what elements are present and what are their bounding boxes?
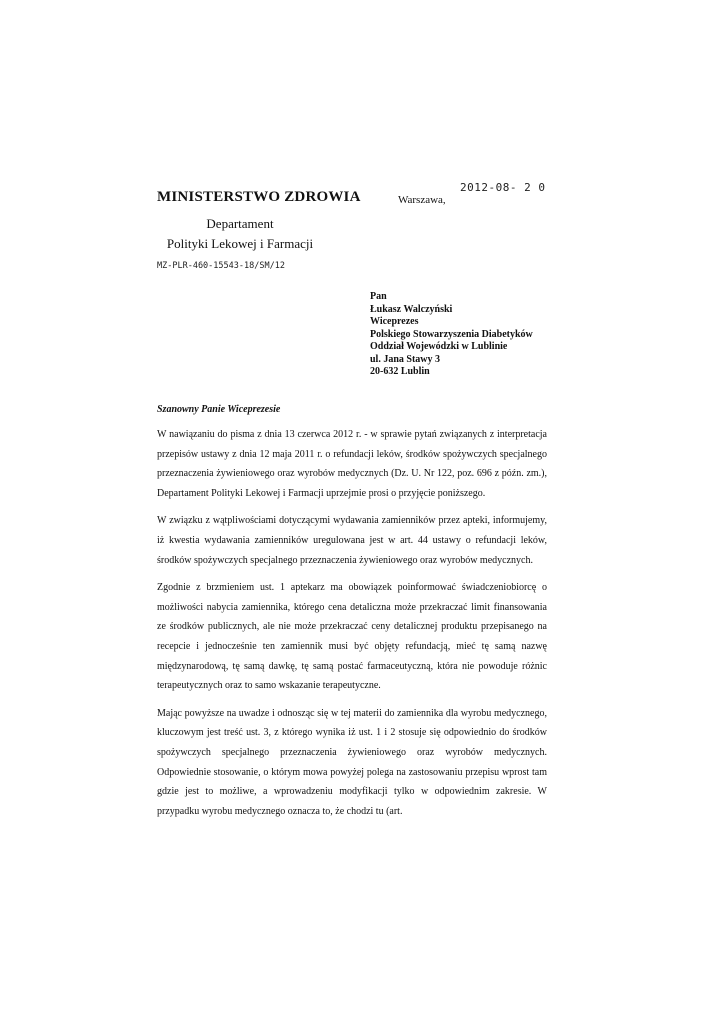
recipient-address [370,291,533,379]
recipient-line: Wiceprezes [370,316,419,327]
recipient-line: ul. Jana Stawy 3 [370,353,441,365]
recipient-line: 20-632 Lublin [370,366,430,377]
body-paragraph: Zgodnie z brzmieniem ust. 1 aptekarz ma obowiązek poinformować świadczeniobiorcę o możliwości nabycia zamiennika, którego cena detaliczna może przekraczać limit finansowania ze środków publicznych, ale nie może przekraczać ceny detalicznej produktu przepisanego na recepcie i jednocześnie ten zamiennik musi być objęty refundacją, mieć tę samą nazwę międzynarodową, tę samą dawkę, tę samą postać farmaceutyczną, która nie powoduje różnic terapeutycznych oraz to samo wskazanie terapeutyczne. [157,582,547,692]
department-block [140,214,340,254]
recipient-line: Oddział Wojewódzki w Lublinie [370,341,508,352]
letter-body [157,425,547,829]
body-paragraph: W nawiązaniu do pisma z dnia 13 czerwca 2012 r. - w sprawie pytań związanych z interpretacja przepisów ustawy z dnia 12 maja 2011 r. o refundacji leków, środków spożywczych specjalnego przeznaczenia żywieniowego oraz wyrobów medycznych (Dz. U. Nr 122, poz. 696 z późn. zm.), Departament Polityki Lekowej i Farmacji uprzejmie prosi o przyjęcie poniższego. [157,429,547,499]
recipient-line: Polskiego Stowarzyszenia Diabetyków [370,328,533,340]
ministry-name: MINISTERSTWO ZDROWIA [157,189,361,205]
department-line-1: Departament [206,216,274,231]
reference-number: MZ-PLR-460-15543-18/SM/12 [157,261,285,271]
city-label: Warszawa, [398,194,446,206]
body-paragraph: Mając powyższe na uwadze i odnosząc się w tej materii do zamiennika dla wyrobu medycznego, kluczowym jest treść ust. 3, z którego wynika iż ust. 1 i 2 stosuje się odpowiednio do środków spożywczych specjalnego przeznaczenia żywieniowego oraz wyrobów medycznych. Odpowiednie stosowanie, o którym mowa powyżej polega na zastosowaniu przepisu wprost tam gdzie jest to możliwe, a wprowadzeniu modyfikacji tylko w odpowiednim zakresie. W przypadku wyrobu medycznego oznacza to, że chodzi tu (art. [157,707,547,817]
department-line-2: Polityki Lekowej i Farmacji [166,236,314,251]
recipient-line: Pan [370,291,387,302]
recipient-line: Łukasz Walczyński [370,303,453,315]
body-paragraph: W związku z wątpliwościami dotyczącymi wydawania zamienników przez apteki, informujemy, iż kwestia wydawania zamienników uregulowana jest w art. 44 ustawy o refundacji leków, środków spożywczych specjalnego przeznaczenia żywieniowego oraz wyrobów medycznych. [157,515,547,566]
date-stamp: 2012-08- 2 0 [460,181,546,194]
salutation: Szanowny Panie Wiceprezesie [157,404,281,415]
